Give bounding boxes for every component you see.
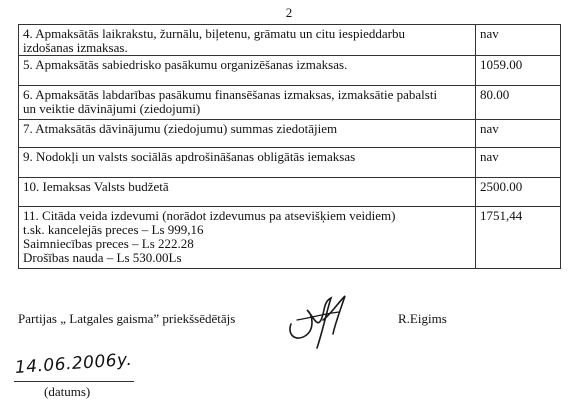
row-description: 9. Nodokļi un valsts sociālās apdrošināšanas obligātās iemaksas [19, 148, 476, 178]
chairman-label: Partijas „ Latgales gaisma” priekšsēdētājs [18, 311, 236, 326]
row-description: 10. Iemaksas Valsts budžetā [19, 178, 476, 207]
row-description: 11. Citāda veida izdevumi (norādot izdevumus pa atsevišķiem veidiem) t.sk. kancelejās preces – Ls 999,16 Saimniecības preces – Ls 222.28 Drošības nauda – Ls 530.00Ls [19, 207, 476, 269]
table-row [19, 25, 561, 56]
handwritten-signature [283, 290, 358, 350]
table-row [19, 120, 561, 148]
table-row [19, 56, 561, 86]
page-number: 2 [285, 5, 293, 20]
handwritten-date: 14.06.2006y. [14, 349, 133, 378]
row-amount: 1751,44 [476, 207, 561, 269]
table-row [19, 178, 561, 207]
expense-table [18, 24, 561, 269]
table-row [19, 86, 561, 120]
date-caption: (datums) [44, 384, 91, 399]
table-row [19, 148, 561, 178]
row-amount: nav [476, 120, 561, 148]
row-description: 6. Apmaksātās labdarības pasākumu finansēšanas izmaksas, izmaksātie pabalsti un veiktie dāvinājumi (ziedojumi) [19, 86, 476, 120]
row-amount: 1059.00 [476, 56, 561, 86]
row-amount: 2500.00 [476, 178, 561, 207]
row-amount: nav [476, 148, 561, 178]
row-amount: nav [476, 25, 561, 56]
row-amount: 80.00 [476, 86, 561, 120]
table-row [19, 207, 561, 269]
date-underline [14, 381, 134, 382]
row-description: 7. Atmaksātās dāvinājumu (ziedojumu) summas ziedotājiem [19, 120, 476, 148]
row-description: 4. Apmaksātās laikrakstu, žurnālu, biļetenu, grāmatu un citu iespieddarbu izdošanas izmaksas. [19, 25, 476, 56]
row-description: 5. Apmaksātās sabiedrisko pasākumu organizēšanas izmaksas. [19, 56, 476, 86]
chairman-name: R.Eigims [398, 311, 447, 326]
